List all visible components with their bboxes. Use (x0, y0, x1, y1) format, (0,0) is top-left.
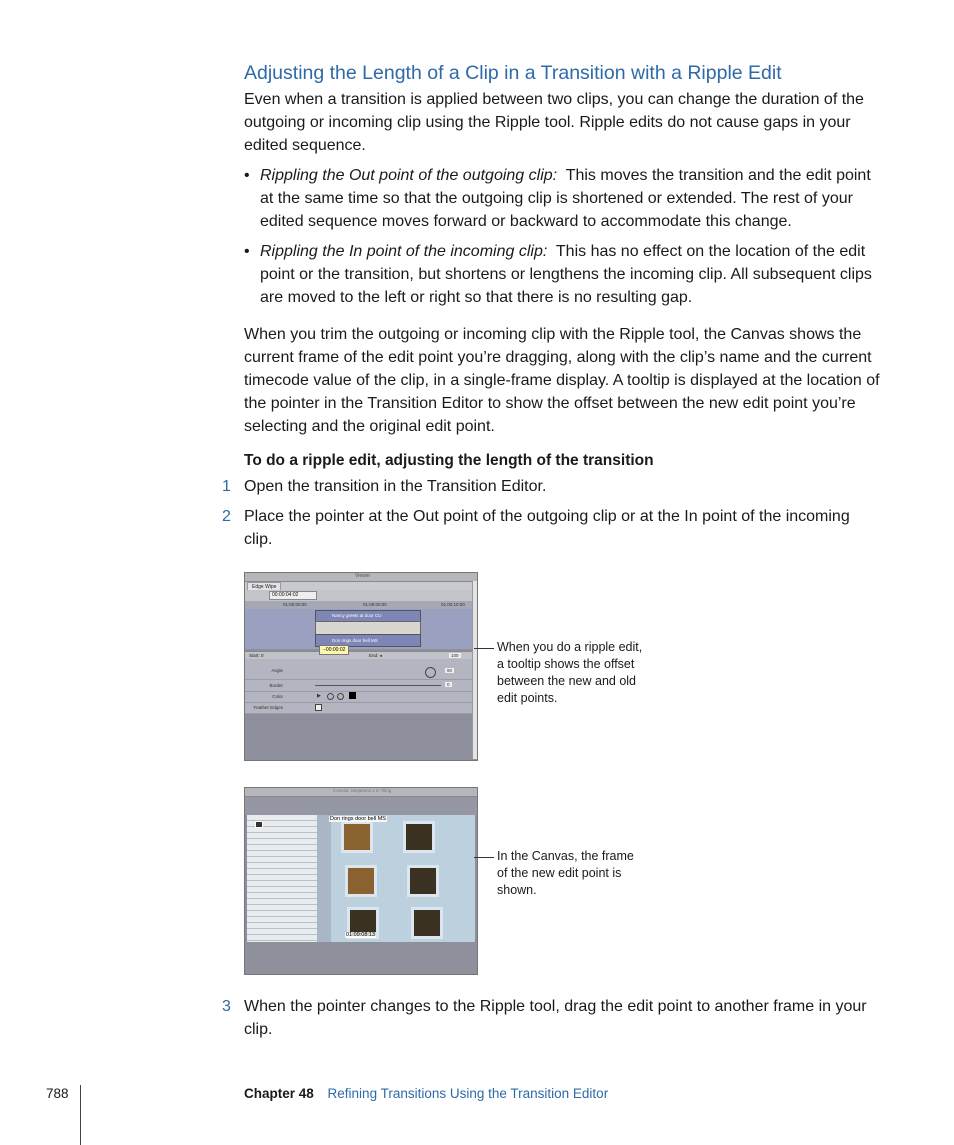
callout-text: In the Canvas, the frame of the new edit point is shown. (497, 849, 634, 897)
video-frame (247, 815, 475, 942)
step-text: Open the transition in the Transition Editor. (244, 478, 547, 495)
step-text: When the pointer changes to the Ripple tool, drag the edit point to another frame in your clip. (244, 998, 867, 1038)
param-row-feather (245, 702, 473, 714)
door-window (407, 865, 439, 897)
offset-tooltip: −00:00:02 (319, 645, 349, 655)
canvas-timecode: 01:09:08:13 (346, 932, 376, 938)
door-window (403, 821, 435, 853)
chapter-number: Chapter 48 (244, 1086, 314, 1101)
clip-overlay-icon (255, 821, 263, 828)
angle-dial-icon[interactable] (425, 667, 436, 678)
front-door (331, 815, 475, 942)
border-slider[interactable] (315, 685, 441, 686)
canvas-screenshot (244, 787, 478, 975)
bullet-lead: Rippling the Out point of the outgoing clip: (260, 167, 558, 184)
param-label: Feather Edges (253, 705, 283, 710)
tab-edge-wipe[interactable]: Edge Wipe (247, 582, 281, 592)
duration-timecode-field[interactable]: 00:00:04:02 (269, 591, 317, 600)
step-item (222, 475, 882, 498)
clip-name: Nancy greets at door CU (332, 613, 382, 618)
step-text: Place the pointer at the Out point of the outgoing clip or at the In point of the incoming clip. (244, 508, 850, 548)
eyedropper-icon[interactable] (327, 693, 334, 700)
callout-line (474, 857, 494, 858)
bullet-lead: Rippling the In point of the incoming clip: (260, 243, 548, 260)
end-label: End: ◂ (369, 653, 382, 658)
callout-text: When you do a ripple edit, a tooltip shows the offset between the new and old edit points. (497, 640, 643, 705)
param-label: Color (272, 694, 283, 699)
bullet-text: This moves the transition and the edit point at the same time so that the outgoing clip is shortened or extended. The rest of your edited sequence moves forward or backward to accommodate this change. (260, 167, 871, 230)
door-window (345, 865, 377, 897)
step-number: 2 (222, 508, 231, 525)
window-title: Viewer (355, 573, 371, 579)
chapter-title: Refining Transitions Using the Transition Editor (327, 1086, 609, 1101)
intro-paragraph: Even when a transition is applied between two clips, you can change the duration of the outgoing or incoming clip using the Ripple tool. Ripple edits do not cause gaps in your edited sequence. (244, 91, 864, 154)
parameters-panel (245, 659, 473, 714)
callout-line (474, 648, 494, 649)
door-window (411, 907, 443, 939)
end-value-field[interactable]: 100 (451, 653, 459, 658)
start-label: Start: 0 (249, 653, 264, 658)
border-value-field[interactable]: 0 (447, 682, 450, 687)
bullet-item (244, 164, 880, 233)
param-label: Border (269, 683, 283, 688)
clip-name: Don rings door bell MS (332, 638, 378, 643)
transition-editor-screenshot (244, 572, 478, 761)
door-window (341, 821, 373, 853)
ruler-tick-label: 01:08:00:00 (363, 602, 387, 607)
scrollbar[interactable] (472, 581, 477, 759)
timeline-ruler (245, 601, 477, 609)
transition-bar[interactable] (315, 621, 421, 635)
task-heading: To do a ripple edit, adjusting the length of the transition (244, 452, 654, 469)
color-wheel-icon[interactable] (337, 693, 344, 700)
canvas-bottom-area (245, 942, 477, 974)
section-heading: Adjusting the Length of a Clip in a Transition with a Ripple Edit (244, 62, 782, 84)
window-titlebar (245, 573, 477, 582)
bullet-dot: • (244, 243, 250, 260)
bullet-text: This has no effect on the location of the edit point or the transition, but shortens or lengthens the incoming clip. All subsequent clips are moved to the left or right so that there is no resulting gap. (260, 243, 872, 306)
bullet-item (244, 240, 880, 309)
feather-edges-checkbox[interactable] (315, 704, 322, 711)
param-label: Angle (271, 668, 283, 673)
disclosure-triangle-icon[interactable]: ▶ (317, 693, 321, 699)
ruler-tick-label: 01:00:10:00 (441, 602, 465, 607)
body-paragraph: When you trim the outgoing or incoming clip with the Ripple tool, the Canvas shows the current frame of the edit point you’re dragging, along with the clip’s name and the current timecode value of the clip, in a single-frame display. A tooltip is displayed at the location of the pointer in the Transition Editor to show the offset between the new edit point you’re selecting and the original edit point. (244, 326, 880, 435)
step-item (222, 995, 882, 1041)
window-title: Canvas: Sequence 1 in Tiling (333, 788, 392, 793)
footer-chapter (244, 1086, 608, 1101)
window-titlebar (245, 788, 477, 797)
step-number: 3 (222, 998, 231, 1015)
bullet-dot: • (244, 167, 250, 184)
canvas-clip-name: Don rings door bell MS (330, 816, 386, 822)
canvas-toolbar (245, 797, 477, 815)
step-number: 1 (222, 478, 231, 495)
house-siding (247, 815, 317, 942)
color-swatch[interactable] (349, 692, 356, 699)
angle-value-field[interactable]: 90 (447, 668, 453, 673)
ruler-tick-label: 01:00:00:00 (283, 602, 307, 607)
footer-divider (80, 1085, 81, 1145)
step-item (222, 505, 882, 551)
page-number: 788 (46, 1086, 69, 1101)
param-row-angle (245, 665, 473, 680)
